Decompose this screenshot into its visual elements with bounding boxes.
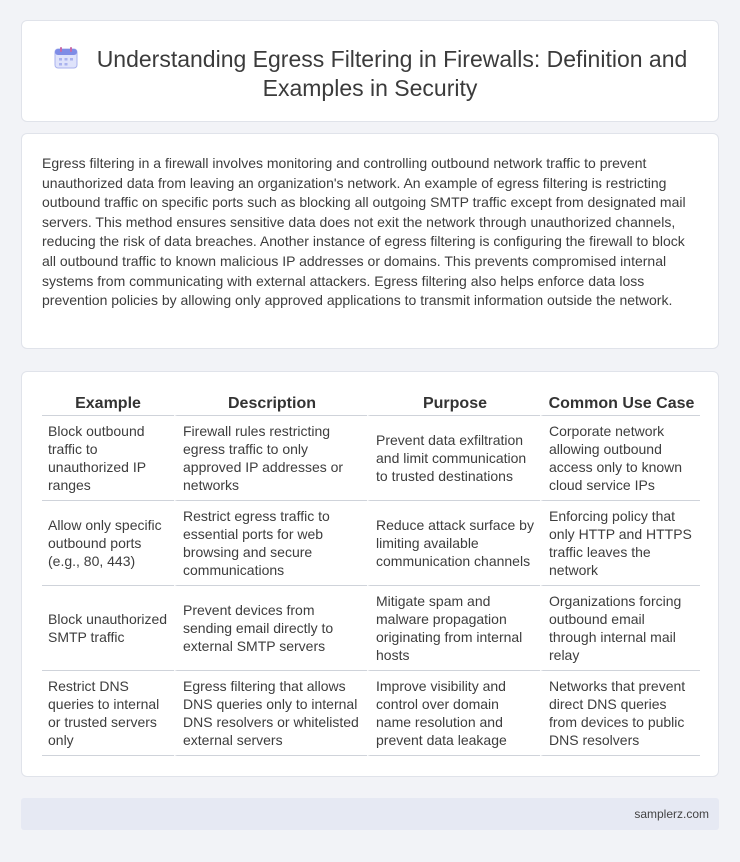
table-card	[21, 371, 719, 777]
cell-description: Prevent devices from sending email directly to external SMTP servers	[174, 586, 367, 671]
cell-purpose: Prevent data exfiltration and limit communication to trusted destinations	[367, 416, 540, 501]
table-row	[42, 671, 700, 756]
title-card	[21, 20, 719, 122]
table-header-row	[42, 391, 700, 416]
header-use-case: Common Use Case	[540, 391, 700, 416]
table-row	[42, 416, 700, 501]
cell-example: Restrict DNS queries to internal or trusted servers only	[42, 671, 174, 756]
cell-purpose: Reduce attack surface by limiting available communication channels	[367, 501, 540, 586]
cell-use-case: Networks that prevent direct DNS queries from devices to public DNS resolvers	[540, 671, 700, 756]
cell-use-case: Organizations forcing outbound email through internal mail relay	[540, 586, 700, 671]
intro-paragraph: Egress filtering in a firewall involves monitoring and controlling outbound network traffic to prevent unauthorized data from leaving an organization's network. An example of egress filtering is restricting outbound traffic on specific ports such as blocking all outgoing SMTP traffic except from designated mail servers. This method ensures sensitive data does not exit the network through unauthorized channels, reducing the risk of data breaches. Another instance of egress filtering is configuring the firewall to block all outbound traffic to known malicious IP addresses or domains. This prevents compromised internal systems from communicating with external attackers. Egress filtering also helps enforce data loss prevention policies by allowing only approved applications to transmit information outside the network.	[42, 155, 686, 309]
page-title: Understanding Egress Filtering in Firewalls: Definition and Examples in Security	[96, 46, 688, 101]
examples-table	[42, 391, 700, 756]
cell-description: Egress filtering that allows DNS queries only to internal DNS resolvers or whitelisted external servers	[174, 671, 367, 756]
cell-purpose: Improve visibility and control over domain name resolution and prevent data leakage	[367, 671, 540, 756]
cell-example: Block outbound traffic to unauthorized IP ranges	[42, 416, 174, 501]
header-example: Example	[42, 391, 174, 416]
header-description: Description	[174, 391, 367, 416]
table-row	[42, 586, 700, 671]
cell-description: Restrict egress traffic to essential ports for web browsing and secure communications	[174, 501, 367, 586]
cell-example: Block unauthorized SMTP traffic	[42, 586, 174, 671]
footer-site-link[interactable]: samplerz.com	[634, 807, 709, 821]
cell-use-case: Corporate network allowing outbound access only to known cloud service IPs	[540, 416, 700, 501]
header-purpose: Purpose	[367, 391, 540, 416]
footer-bar	[21, 798, 719, 830]
calendar-icon	[53, 46, 79, 70]
cell-use-case: Enforcing policy that only HTTP and HTTPS traffic leaves the network	[540, 501, 700, 586]
page-title-wrap	[22, 45, 718, 103]
cell-example: Allow only specific outbound ports (e.g., 80, 443)	[42, 501, 174, 586]
intro-card	[21, 133, 719, 349]
cell-description: Firewall rules restricting egress traffic to only approved IP addresses or networks	[174, 416, 367, 501]
table-row	[42, 501, 700, 586]
cell-purpose: Mitigate spam and malware propagation originating from internal hosts	[367, 586, 540, 671]
